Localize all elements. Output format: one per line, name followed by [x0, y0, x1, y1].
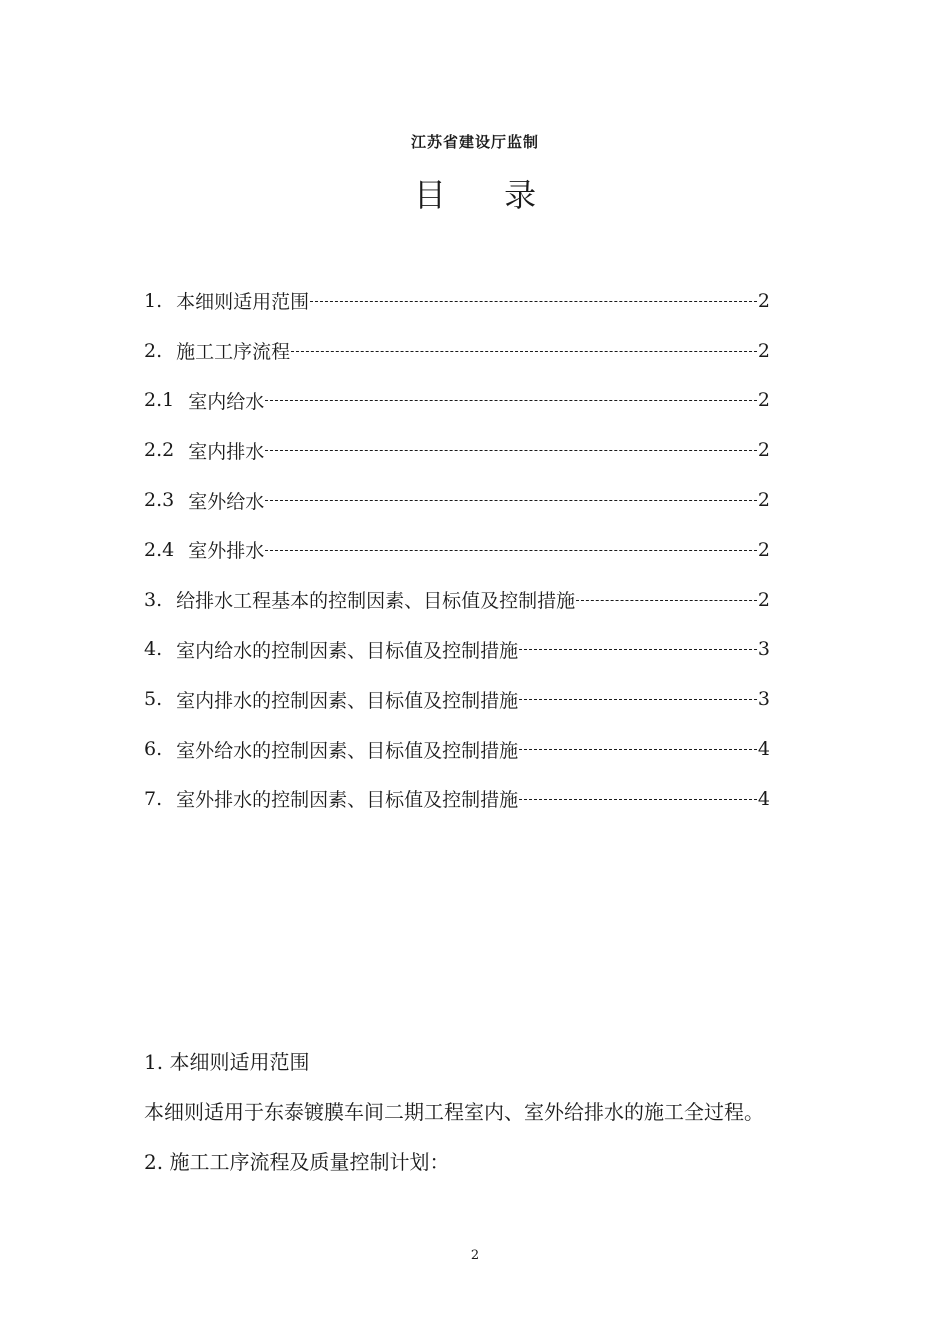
toc-entry-page: 2: [757, 439, 770, 462]
toc-entry-page: 4: [757, 787, 770, 810]
toc-leader: [265, 500, 757, 502]
toc-entry-title: 室外给水: [188, 490, 265, 513]
toc-leader: [576, 600, 757, 602]
toc-leader: [519, 699, 757, 701]
toc-entry-page: 2: [757, 339, 770, 362]
toc-entry-number: 2.2: [144, 439, 175, 462]
toc-entry-4[interactable]: [144, 625, 770, 675]
toc-title: 目 录: [413, 176, 561, 214]
toc-entry-number: 1.: [144, 289, 163, 312]
toc-entry-page: 2: [757, 588, 770, 611]
toc-entry-number: 7.: [144, 787, 163, 810]
toc-entry-2-2[interactable]: [144, 425, 770, 475]
toc-entry-7[interactable]: [144, 774, 770, 824]
toc-entry-title: 本细则适用范围: [176, 291, 310, 314]
toc-leader: [265, 450, 757, 452]
toc-leader: [265, 400, 757, 402]
toc-leader: [519, 649, 757, 651]
toc-leader: [291, 351, 757, 353]
scope-paragraph: 本细则适用于东泰镀膜车间二期工程室内、室外给排水的施工全过程。: [144, 1100, 764, 1124]
toc-entry-title: 室内排水: [188, 440, 265, 463]
table-of-contents: [144, 276, 770, 824]
toc-leader: [519, 799, 757, 801]
toc-entry-page: 3: [757, 688, 770, 711]
toc-entry-title: 室外排水: [188, 540, 265, 563]
toc-entry-number: 5.: [144, 688, 163, 711]
toc-entry-title: 室内排水的控制因素、目标值及控制措施: [176, 689, 519, 712]
toc-entry-page: 2: [757, 389, 770, 412]
toc-entry-5[interactable]: [144, 674, 770, 724]
toc-entry-number: 4.: [144, 638, 163, 661]
toc-entry-number: 2.4: [144, 538, 175, 561]
toc-entry-3[interactable]: [144, 575, 770, 625]
toc-entry-page: 2: [757, 489, 770, 512]
toc-entry-title: 室内给水的控制因素、目标值及控制措施: [176, 639, 519, 662]
toc-entry-title: 室外排水的控制因素、目标值及控制措施: [176, 789, 519, 812]
toc-entry-title: 室内给水: [188, 390, 265, 413]
toc-entry-number: 2.3: [144, 489, 175, 512]
toc-entry-page: 2: [757, 289, 770, 312]
page-number: 2: [470, 1248, 480, 1263]
toc-entry-2-1[interactable]: [144, 376, 770, 426]
toc-leader: [265, 550, 757, 552]
toc-leader: [310, 301, 757, 303]
toc-leader: [519, 749, 757, 751]
toc-entry-2[interactable]: [144, 326, 770, 376]
section-heading-scope: 1. 本细则适用范围: [144, 1050, 310, 1074]
toc-entry-number: 3.: [144, 588, 163, 611]
toc-entry-title: 室外给水的控制因素、目标值及控制措施: [176, 739, 519, 762]
toc-entry-title: 给排水工程基本的控制因素、目标值及控制措施: [176, 590, 576, 613]
toc-entry-page: 4: [757, 738, 770, 761]
supervisor-label: 江苏省建设厅监制: [410, 133, 539, 151]
toc-entry-number: 6.: [144, 738, 163, 761]
toc-entry-page: 2: [757, 538, 770, 561]
toc-entry-page: 3: [757, 638, 770, 661]
toc-entry-6[interactable]: [144, 724, 770, 774]
toc-entry-number: 2.: [144, 339, 163, 362]
toc-entry-title: 施工工序流程: [176, 341, 291, 364]
toc-entry-1[interactable]: [144, 276, 770, 326]
toc-entry-2-4[interactable]: [144, 525, 770, 575]
toc-entry-2-3[interactable]: [144, 475, 770, 525]
section-heading-process: 2. 施工工序流程及质量控制计划：: [144, 1150, 450, 1174]
toc-entry-number: 2.1: [144, 389, 175, 412]
